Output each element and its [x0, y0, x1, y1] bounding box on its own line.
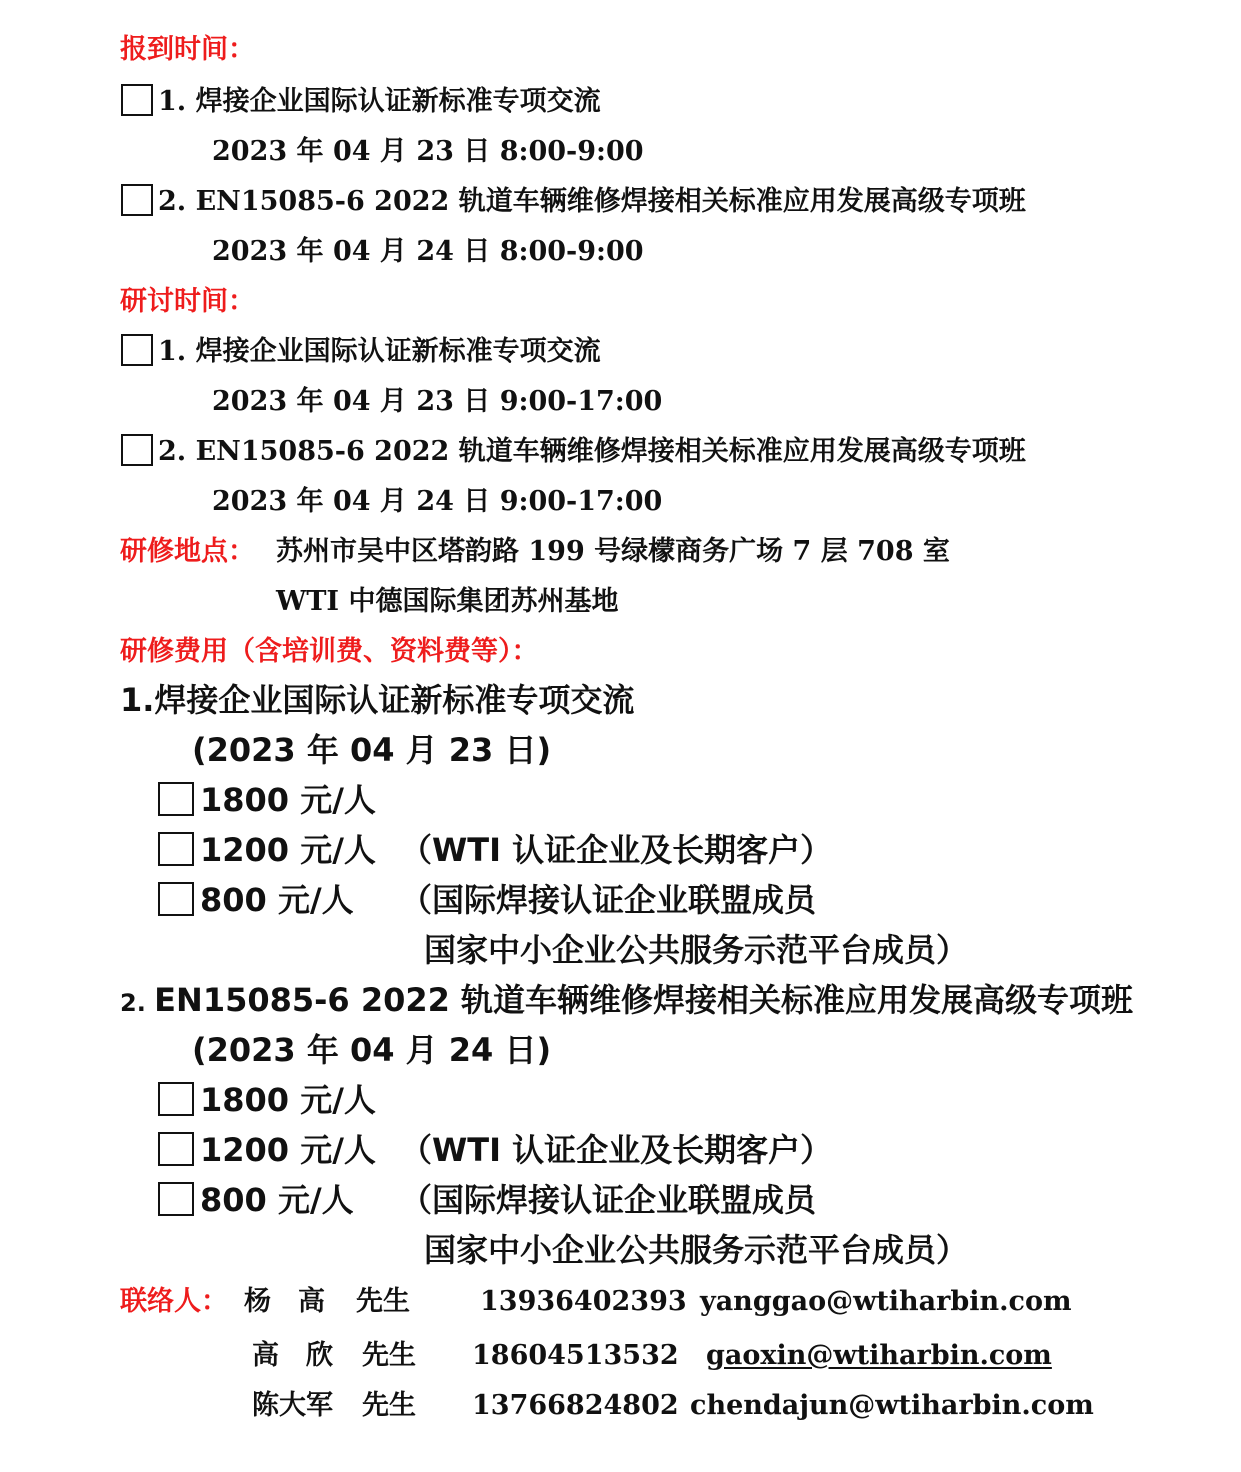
fee-course-1-checkbox-800[interactable]: [158, 882, 194, 916]
seminar-item-1-title: 1. 焊接企业国际认证新标准专项交流: [158, 336, 601, 367]
contact-1-email[interactable]: yanggao@wtiharbin.com: [700, 1286, 1072, 1317]
fee-course-2-checkbox-800[interactable]: [158, 1182, 194, 1216]
location-base-name: WTI 中德国际集团苏州基地: [276, 586, 619, 617]
registration-item-2-title: 2. EN15085-6 2022 轨道车辆维修焊接相关标准应用发展高级专项班: [158, 186, 1026, 217]
location-address: 苏州市吴中区塔韵路 199 号绿檬商务广场 7 层 708 室: [276, 536, 950, 567]
contact-3-name: 陈大军: [252, 1390, 333, 1421]
contact-1-name: 杨 高: [244, 1286, 325, 1317]
registration-item-1-title: 1. 焊接企业国际认证新标准专项交流: [158, 86, 601, 117]
fee-course-2-checkbox-1800[interactable]: [158, 1082, 194, 1116]
contact-1-phone: 13936402393: [480, 1286, 687, 1317]
fee-course-2-checkbox-1200[interactable]: [158, 1132, 194, 1166]
contact-1-title: 先生: [356, 1286, 410, 1317]
contact-2-email-link[interactable]: gaoxin@wtiharbin.com: [706, 1340, 1052, 1371]
registration-heading: 报到时间：: [120, 34, 255, 65]
registration-checkbox-2[interactable]: [121, 184, 153, 216]
fee-course-2-price-800: 800 元/人: [200, 1181, 354, 1219]
fees-heading: 研修费用（含培训费、资料费等）：: [120, 636, 539, 667]
fee-course-2-price-1200: 1200 元/人: [200, 1131, 376, 1169]
fee-course-2-title: [120, 981, 1134, 1019]
contact-2-name: 高 欣: [252, 1340, 333, 1371]
seminar-item-1-time: 2023 年 04 月 23 日 9:00-17:00: [212, 386, 663, 417]
location-label: 研修地点：: [120, 536, 255, 567]
seminar-heading: 研讨时间：: [120, 286, 255, 317]
fee-course-2-date: (2023 年 04 月 24 日): [192, 1031, 552, 1069]
fee-course-1-checkbox-1200[interactable]: [158, 832, 194, 866]
seminar-checkbox-2[interactable]: [121, 434, 153, 466]
contact-2-title: 先生: [362, 1340, 416, 1371]
fee-course-2-price-1800: 1800 元/人: [200, 1081, 376, 1119]
registration-item-2-time: 2023 年 04 月 24 日 8:00-9:00: [212, 236, 644, 267]
seminar-item-2-title: 2. EN15085-6 2022 轨道车辆维修焊接相关标准应用发展高级专项班: [158, 436, 1026, 467]
contacts-label: 联络人：: [120, 1286, 228, 1317]
registration-checkbox-1[interactable]: [121, 84, 153, 116]
fee-course-2-number: 2.: [120, 989, 155, 1017]
fee-course-2-note-800: （国际焊接认证企业联盟成员: [400, 1181, 817, 1219]
fee-course-2-note-1200: （WTI 认证企业及长期客户）: [400, 1131, 833, 1169]
fee-course-1-note-1200: （WTI 认证企业及长期客户）: [400, 831, 833, 869]
contact-3-title: 先生: [362, 1390, 416, 1421]
seminar-checkbox-1[interactable]: [121, 334, 153, 366]
fee-course-1-note-800-cont: 国家中小企业公共服务示范平台成员）: [424, 931, 969, 969]
contact-2-phone: 18604513532: [472, 1340, 679, 1371]
fee-course-2-title-text: EN15085-6 2022 轨道车辆维修焊接相关标准应用发展高级专项班: [154, 981, 1134, 1019]
fee-course-1-price-1200: 1200 元/人: [200, 831, 376, 869]
fee-course-1-price-800: 800 元/人: [200, 881, 354, 919]
contact-3-email[interactable]: chendajun@wtiharbin.com: [690, 1390, 1094, 1421]
fee-course-1-date: (2023 年 04 月 23 日): [192, 731, 552, 769]
fee-course-1-title: 1.焊接企业国际认证新标准专项交流: [120, 681, 635, 719]
seminar-item-2-time: 2023 年 04 月 24 日 9:00-17:00: [212, 486, 663, 517]
fee-course-1-price-1800: 1800 元/人: [200, 781, 376, 819]
fee-course-1-checkbox-1800[interactable]: [158, 782, 194, 816]
contact-3-phone: 13766824802: [472, 1390, 679, 1421]
fee-course-2-note-800-cont: 国家中小企业公共服务示范平台成员）: [424, 1231, 969, 1269]
registration-item-1-time: 2023 年 04 月 23 日 8:00-9:00: [212, 136, 644, 167]
fee-course-1-note-800: （国际焊接认证企业联盟成员: [400, 881, 817, 919]
